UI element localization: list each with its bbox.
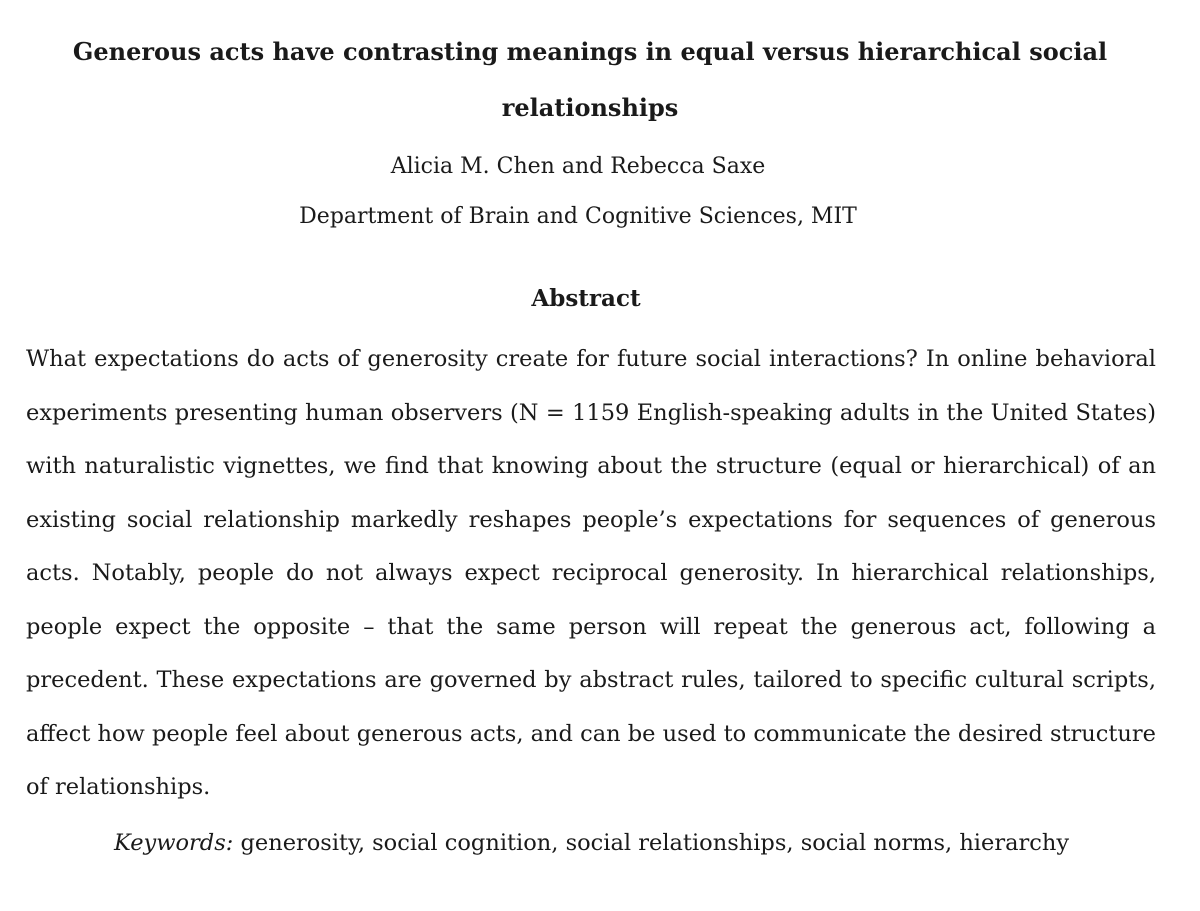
affiliation: Department of Brain and Cognitive Sciences, MIT — [299, 204, 857, 229]
abstract-heading: Abstract — [531, 285, 641, 312]
authors: Alicia M. Chen and Rebecca Saxe — [390, 154, 766, 179]
keywords-text: generosity, social cognition, social relationships, social norms, hierarchy — [240, 830, 1070, 856]
abstract-line: affect how people feel about generous acts, and can be used to communicate the desired structure — [26, 720, 1156, 747]
abstract-line: acts. Notably, people do not always expect reciprocal generosity. In hierarchical relationships, — [26, 560, 1156, 586]
keywords-label: Keywords: — [114, 830, 234, 856]
abstract-line: existing social relationship markedly reshapes people’s expectations for sequences of generous — [26, 506, 1156, 533]
abstract-line: people expect the opposite – that the same person will repeat the generous act, following a — [26, 613, 1156, 640]
abstract-line: with naturalistic vignettes, we find that knowing about the structure (equal or hierarchical) of an — [26, 453, 1156, 479]
keywords — [114, 828, 1069, 858]
abstract-body — [26, 344, 1156, 826]
abstract-line: precedent. These expectations are governed by abstract rules, tailored to specific cultural scripts, — [26, 667, 1156, 693]
paper-title-line-1: Generous acts have contrasting meanings in equal versus hierarchical social — [72, 37, 1108, 66]
paper-title-line-2: relationships — [501, 93, 679, 122]
abstract-line: What expectations do acts of generosity create for future social interactions? In online behavioral — [26, 346, 1156, 372]
abstract-line: experiments presenting human observers (N = 1159 English-speaking adults in the United States) — [26, 399, 1156, 426]
abstract-line: of relationships. — [26, 774, 211, 800]
